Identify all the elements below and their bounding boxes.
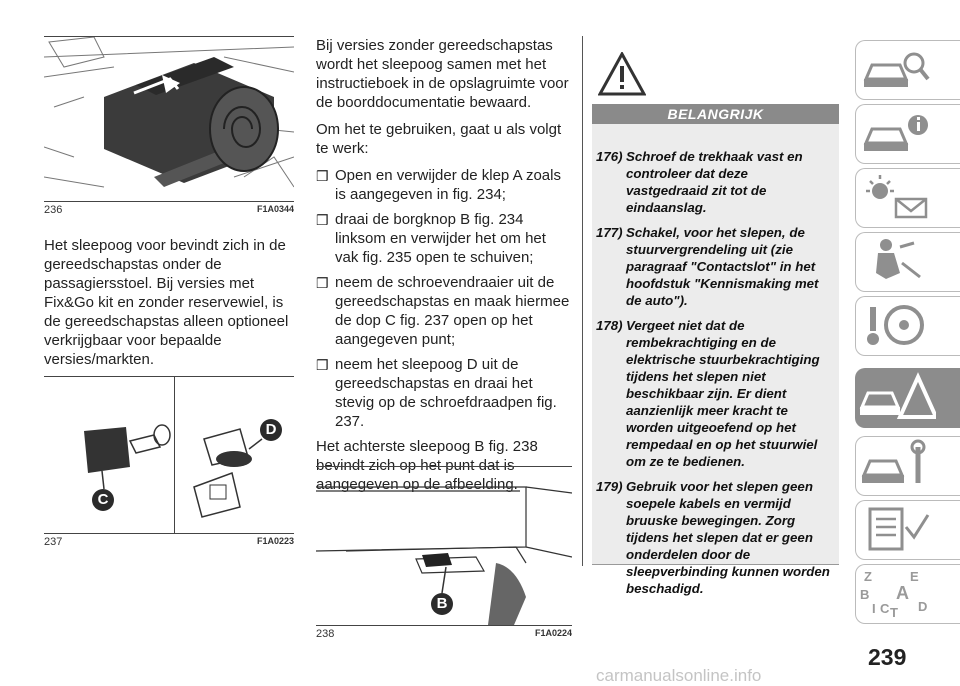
warning-symbol	[598, 52, 646, 96]
car-search-icon	[856, 41, 936, 97]
no-toolbag-text: Bij versies zonder gereedschapstas wordt het sleepoog samen met het instructieboek in de opslagruimte voor de boorddocumentatie bewaard.	[316, 37, 569, 111]
figure-code: F1A0224	[534, 628, 572, 638]
page-number: 239	[868, 644, 907, 670]
callout-b: B	[431, 593, 453, 615]
tab-emergency[interactable]	[855, 368, 960, 428]
figure-237	[44, 376, 294, 534]
figure-number: 237	[44, 536, 63, 548]
figure-238	[316, 466, 572, 626]
figure-236	[44, 36, 294, 202]
rear-hook-text: Het achterste sleepoog B fig. 238 bevindt zich op het punt dat is aangegeven op de afbeelding.	[316, 438, 538, 493]
cap-and-eye-illustration	[44, 377, 294, 533]
warning-triangle-icon	[598, 52, 646, 96]
checkbox-icon: ❒	[316, 357, 329, 373]
tab-maintenance[interactable]	[855, 436, 960, 496]
figure-code: F1A0344	[256, 204, 294, 214]
car-wrench-icon	[856, 437, 936, 493]
callout-d: D	[260, 419, 282, 441]
tab-technical-data[interactable]	[855, 500, 960, 560]
column-divider	[582, 36, 583, 566]
warning-lights-mail-icon	[856, 169, 936, 225]
alphabet-index-icon: Z E B A I C T D	[860, 569, 928, 620]
checkbox-icon: ❒	[316, 168, 329, 184]
watermark: carmanualsonline.info	[596, 666, 762, 685]
figure-code: F1A0223	[256, 536, 294, 546]
warning-title: BELANGRIJK	[592, 104, 839, 124]
usage-intro-text: Om het te gebruiken, gaat u als volgt te werk:	[316, 121, 562, 157]
tab-car-info[interactable]	[855, 104, 960, 164]
warning-box	[592, 124, 839, 596]
car-info-icon	[856, 105, 936, 161]
step-3: ❒ neem de schroevendraaier uit de gereedschapstas en maak hiermee de dop C fig. 237 open op het aangegeven punt;	[316, 274, 570, 348]
figure-number: 236	[44, 204, 63, 216]
warning-item: 178) Vergeet niet dat de rembekrachtiging en de elektrische stuurbekrachtiging tijdens het slepen niet beschikbaar zijn. Er dient aanzienlijk meer kracht te worden uitgeoefend op het rempedaal en op het stuurwiel om ze te bedienen.	[596, 318, 820, 469]
key-steering-wheel-icon	[856, 297, 936, 353]
middle-text	[316, 36, 572, 502]
step-4: ❒ neem het sleepoog D uit de gereedschapstas en draai het stevig op de schroefdraadpen fig. 237.	[316, 356, 557, 430]
tab-lights-messages[interactable]	[855, 168, 960, 228]
tool-bag-illustration	[44, 37, 294, 201]
warning-list	[596, 148, 839, 605]
step-1: ❒ Open en verwijder de klep A zoals is aangegeven in fig. 234;	[316, 167, 561, 203]
warning-item: 176) Schroef de trekhaak vast en controleer dat deze vastgedraaid zit tot de eindaanslag.	[596, 149, 803, 215]
tab-safety[interactable]	[855, 232, 960, 292]
checkbox-icon: ❒	[316, 212, 329, 228]
seat-airbag-icon	[856, 233, 936, 289]
step-2: ❒ draai de borgknop B fig. 234 linksom en verwijder het om het vak fig. 235 open te schuiven;	[316, 211, 546, 266]
figure-divider	[174, 377, 175, 533]
checklist-icon	[856, 501, 936, 557]
checkbox-icon: ❒	[316, 275, 329, 291]
warning-item: 179) Gebruik voor het slepen geen soepele kabels en vermijd bruuske bewegingen. Zorg tijdens het slepen dat er geen onderdelen door de sleepverbinding kunnen worden beschadigd.	[596, 479, 830, 596]
tow-hook-location-text: Het sleepoog voor bevindt zich in de gereedschapstas onder de passagiersstoel. Bij versies met Fix&Go kit en zonder reservewiel, is de gereedschapstas alleen optioneel verkrijgbaar voor bepaalde versies/markten.	[44, 237, 289, 368]
tab-index[interactable]	[855, 564, 960, 624]
tab-car-search[interactable]	[855, 40, 960, 100]
warning-item: 177) Schakel, voor het slepen, de stuurvergrendeling uit (zie paragraaf "Contactslot" in het hoofdstuk "Kennismaking met de auto").	[596, 225, 819, 308]
car-emergency-triangle-icon	[856, 369, 936, 425]
callout-c: C	[92, 489, 114, 511]
figure-number: 238	[316, 628, 335, 640]
tab-starting-driving[interactable]	[855, 296, 960, 356]
